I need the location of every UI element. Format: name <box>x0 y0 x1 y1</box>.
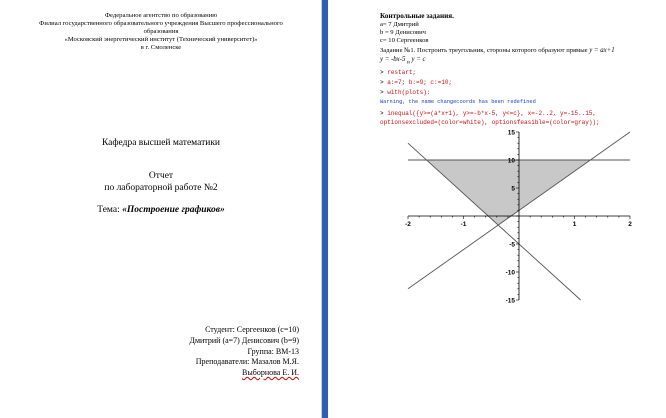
title-page <box>0 0 322 418</box>
report-title: Отчет <box>148 171 174 181</box>
equation-1: y = ax+1 <box>589 47 615 54</box>
y-tick-label: 10 <box>507 157 515 165</box>
x-tick-label: 2 <box>628 221 632 228</box>
equation-separator: и <box>407 59 410 66</box>
maple-prompt: > <box>380 69 384 76</box>
equation-3: y = c <box>411 56 426 63</box>
maple-prompt: > <box>380 110 384 117</box>
assignment-page <box>328 0 666 418</box>
y-tick-label: 5 <box>511 185 515 193</box>
maple-prompt: > <box>380 79 384 86</box>
x-tick-label: -1 <box>460 221 467 228</box>
inequality-plot <box>328 0 666 418</box>
report-subtitle: по лабораторной работе №2 <box>104 183 218 193</box>
param-a: a= 7 Дмитрий <box>380 21 419 28</box>
city-text: в г. Смоленске <box>140 44 182 51</box>
maple-warning: Warning, the name changecoords has been redefined <box>380 99 536 105</box>
student-name-line: Дмитрий (а=7) Денисович (b=9) <box>189 336 299 345</box>
group-line: Группа: ВМ-13 <box>247 347 299 356</box>
equation-2: y = -bx-5 <box>380 56 406 63</box>
x-tick-label: 1 <box>572 221 577 228</box>
topic-line <box>0 205 322 215</box>
agency-line: Федеральное агентство по образованию <box>104 12 218 19</box>
x-tick-label: -2 <box>405 221 411 228</box>
restart-command[interactable]: restart; <box>387 69 417 76</box>
assign-command[interactable]: a:=7; b:=9; c:=10; <box>387 79 453 86</box>
teacher2-line: Выборнова Е. И. <box>242 368 299 377</box>
department-title: Кафедра высшей математики <box>101 138 221 148</box>
tasks-heading: Контрольные задания. <box>380 12 454 20</box>
param-b: b = 9 Денисович <box>380 29 427 36</box>
y-tick-label: 15 <box>507 129 515 137</box>
param-c: c= 10 Сергеенков <box>380 37 429 44</box>
y-tick-label: -5 <box>509 241 515 249</box>
student-line: Студент: Сергеенков (с=10) <box>205 325 299 334</box>
inequal-command[interactable]: inequal({y>=(a*x+1), y>=-b*x-5, y<=c}, x=-2..2, y=-15..15, <box>387 110 597 117</box>
topic-title: «Построение графиков» <box>122 205 225 215</box>
y-tick-label: -10 <box>505 269 515 277</box>
y-tick-label: -15 <box>505 297 515 305</box>
branch-line: Филиал государственного образовательного учреждения Высшего профессионального <box>39 20 283 27</box>
maple-prompt: > <box>380 89 384 96</box>
task-statement: Задание №1. Построить треугольник, стороны которого образуют прямые <box>380 47 588 54</box>
inequal-command-options[interactable]: optionsexcluded=(color=white), optionsfeasible=(color=gray)); <box>380 119 600 126</box>
institute-line: «Московский энергетический институт (Технический университет)» <box>64 36 258 43</box>
topic-prefix: Тема: <box>97 205 123 215</box>
education-line: образования <box>143 28 179 35</box>
teachers-line: Преподаватели: Мазалов М.Я. <box>195 357 299 366</box>
with-plots-command[interactable]: with(plots): <box>387 89 431 96</box>
city-line <box>0 44 322 52</box>
feasible-region <box>427 160 591 225</box>
